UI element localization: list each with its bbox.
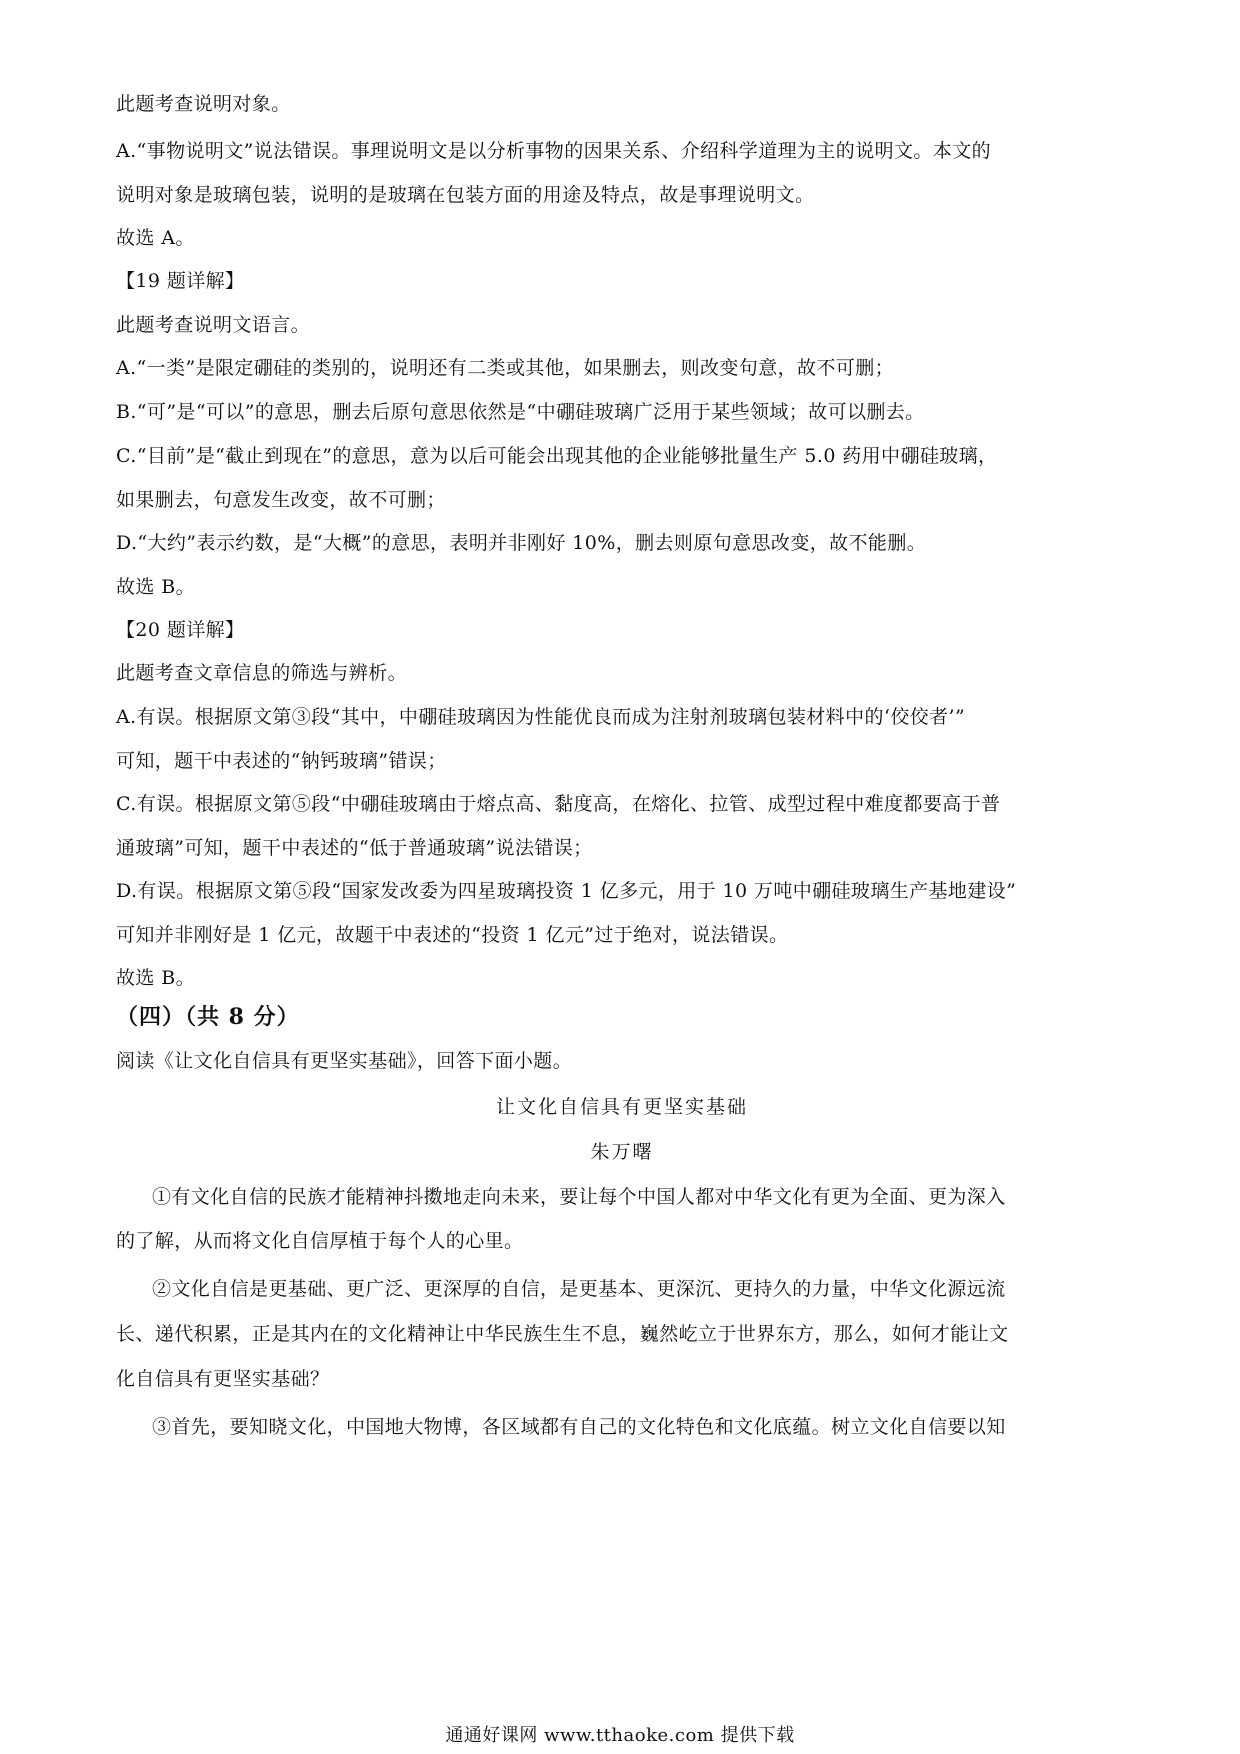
article-author: 朱万曙: [590, 1141, 654, 1163]
article-paragraph-line: 长、递代积累，正是其内在的文化精神让中华民族生生不息，巍然屹立于世界东方，那么，如何才能让文: [116, 1323, 1009, 1345]
body-line: 故选 B。: [116, 576, 196, 598]
body-line: C.有误。根据原文第⑤段“中硼硅玻璃由于熔点高、黏度高，在熔化、拉管、成型过程中难度都要高于普: [116, 793, 1001, 815]
body-line: 此题考查文章信息的筛选与辨析。: [116, 662, 408, 684]
body-line: D.“大约”表示约数，是“大概”的意思，表明并非刚好 10%，删去则原句意思改变，故不能删。: [116, 532, 927, 554]
body-line: A.“事物说明文”说法错误。事理说明文是以分析事物的因果关系、介绍科学道理为主的说明文。本文的: [116, 140, 991, 162]
page-footer: 通通好课网 www.tthaoke.com 提供下载: [445, 1725, 795, 1746]
body-line: 可知，题干中表述的“钠钙玻璃”错误；: [116, 750, 447, 772]
body-line: A.有误。根据原文第③段“其中，中硼硅玻璃因为性能优良而成为注射剂玻璃包装材料中的‘佼佼者’”: [116, 706, 966, 728]
body-line: C.“目前”是“截止到现在”的意思，意为以后可能会出现其他的企业能够批量生产 5.0 药用中硼硅玻璃，: [116, 445, 998, 467]
body-line: 故选 A。: [116, 227, 195, 249]
body-line: A.“一类”是限定硼硅的类别的，说明还有二类或其他，如果删去，则改变句意，故不可删；: [116, 357, 894, 379]
body-line: 故选 B。: [116, 967, 196, 989]
article-paragraph-line: ③首先，要知晓文化，中国地大物博，各区域都有自己的文化特色和文化底蕴。树立文化自信要以知: [152, 1416, 1006, 1438]
article-paragraph-line: ①有文化自信的民族才能精神抖擞地走向未来，要让每个中国人都对中华文化有更为全面、更为深入: [152, 1186, 1006, 1208]
body-line: 如果删去，句意发生改变，故不可删；: [116, 489, 446, 511]
question-heading: 【20 题详解】: [116, 619, 245, 641]
section-heading: （四）（共 8 分）: [116, 1004, 300, 1030]
body-line: 此题考查说明对象。: [116, 93, 291, 115]
body-line: 通玻璃”可知，题干中表述的“低于普通玻璃”说法错误；: [116, 837, 593, 859]
article-paragraph-line: 化自信具有更坚实基础？: [116, 1368, 330, 1390]
body-line: B.“可”是“可以”的意思，删去后原句意思依然是“中硼硅玻璃广泛用于某些领域；故可以删去。: [116, 401, 925, 423]
body-line: 说明对象是玻璃包装，说明的是玻璃在包装方面的用途及特点，故是事理说明文。: [116, 184, 815, 206]
reading-prompt: 阅读《让文化自信具有更坚实基础》，回答下面小题。: [116, 1050, 573, 1072]
body-line: 可知并非刚好是 1 亿元，故题干中表述的“投资 1 亿元”过于绝对，说法错误。: [116, 924, 789, 946]
body-line: D.有误。根据原文第⑤段“国家发改委为四星玻璃投资 1 亿多元，用于 10 万吨中硼硅玻璃生产基地建设”: [116, 880, 1017, 902]
body-line: 此题考查说明文语言。: [116, 314, 311, 336]
article-paragraph-line: 的了解，从而将文化自信厚植于每个人的心里。: [116, 1230, 524, 1252]
question-heading: 【19 题详解】: [116, 270, 245, 292]
article-title: 让文化自信具有更坚实基础: [495, 1096, 748, 1118]
article-paragraph-line: ②文化自信是更基础、更广泛、更深厚的自信，是更基本、更深沉、更持久的力量，中华文化源远流: [152, 1278, 1006, 1300]
